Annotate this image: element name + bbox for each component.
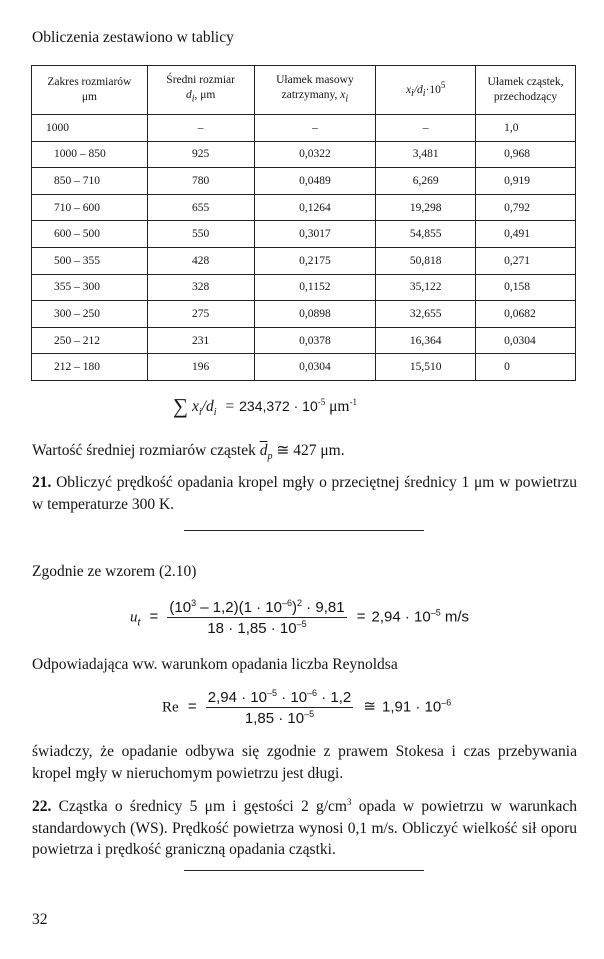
cell-mass-fraction: 0,0898 <box>254 301 376 328</box>
table-row <box>32 247 576 274</box>
cell-mass-fraction: 0,0378 <box>254 327 376 354</box>
table-row <box>32 327 576 354</box>
cell-size-range: 710 – 600 <box>32 194 148 221</box>
table-header-row <box>32 66 576 115</box>
problem-21-number: 21. <box>32 474 52 491</box>
settling-velocity-equation: $u_t$ = $\frac{(10^3 - 1,2)(1 \cdot 10^{-6})^2 \cdot 9,81}{18 \cdot 1,85 \cdot 10^{-5}}$ = $2,94 \cdot 10^{-5}$ m/s <box>130 598 470 637</box>
cell-mass-fraction: 0,1264 <box>254 194 376 221</box>
cell-size-range: 250 – 212 <box>32 327 148 354</box>
cell-mean-size: 275 <box>147 301 254 328</box>
cell-size-range: 1000 – 850 <box>32 141 148 168</box>
header-mean-size: Średni rozmiar $d_i$, μm <box>147 66 254 115</box>
cell-passing-fraction: 0,491 <box>476 221 576 248</box>
cell-passing-fraction: 0 <box>476 354 576 381</box>
table-row <box>32 168 576 195</box>
cell-passing-fraction: 0,271 <box>476 247 576 274</box>
cell-size-range: 355 – 300 <box>32 274 148 301</box>
cell-mass-fraction: 0,3017 <box>254 221 376 248</box>
cell-size-range: 850 – 710 <box>32 168 148 195</box>
table-row <box>32 274 576 301</box>
cell-mean-size: 655 <box>147 194 254 221</box>
cell-mean-size: 925 <box>147 141 254 168</box>
cell-mean-size: 328 <box>147 274 254 301</box>
cell-passing-fraction: 1,0 <box>476 115 576 142</box>
table-row <box>32 354 576 381</box>
cell-mass-fraction: 0,0322 <box>254 141 376 168</box>
cell-size-range: 500 – 355 <box>32 247 148 274</box>
divider-2 <box>184 870 424 871</box>
cell-mass-fraction: 0,0489 <box>254 168 376 195</box>
cell-mean-size: 231 <box>147 327 254 354</box>
conclusion-text: świadczy, że opadanie odbywa się zgodnie z prawem Stokesa i czas przebywania kropel mgły w nieruchomym powietrzu jest długi. <box>32 743 577 782</box>
header-passing-fraction: Ułamek cząstek, przechodzący <box>476 66 576 115</box>
cell-ratio: – <box>376 115 476 142</box>
cell-mean-size: 196 <box>147 354 254 381</box>
velocity-fraction: $\frac{(10^3 - 1,2)(1 \cdot 10^{-6})^2 \cdot 9,81}{18 \cdot 1,85 \cdot 10^{-5}}$ <box>169 598 345 637</box>
cell-passing-fraction: 0,0682 <box>476 301 576 328</box>
intro-text: Obliczenia zestawiono w tablicy <box>32 29 234 46</box>
cell-passing-fraction: 0,919 <box>476 168 576 195</box>
cell-ratio: 35,122 <box>376 274 476 301</box>
table-row <box>32 194 576 221</box>
mean-size-text: Wartość średniej rozmiarów cząstek $\overline{d}_p$ ≅ 427 μm. <box>32 442 345 463</box>
cell-ratio: 16,364 <box>376 327 476 354</box>
problem-22: 22. Cząstka o średnicy 5 μm i gęstości 2 $g/cm^3$ opada w powietrzu w warunkach standardowych (WS). Prędkość powietrza wynosi 0,1 m/s. Obliczyć wielkość sił oporu powietrza i prędkość graniczną opadania cząstki. <box>32 797 578 859</box>
reynolds-intro: Odpowiadająca ww. warunkom opadania liczba Reynoldsa <box>32 656 398 673</box>
cell-ratio: 6,269 <box>376 168 476 195</box>
cell-mean-size: 550 <box>147 221 254 248</box>
header-size-range: Zakres rozmiarów μm <box>32 66 148 115</box>
cell-mass-fraction: – <box>254 115 376 142</box>
header-mass-fraction: Ułamek masowy zatrzymany, $x_i$ <box>254 66 376 115</box>
formula-intro: Zgodnie ze wzorem (2.10) <box>32 563 197 580</box>
cell-ratio: 32,655 <box>376 301 476 328</box>
cell-ratio: 3,481 <box>376 141 476 168</box>
particle-size-table <box>31 65 576 381</box>
cell-ratio: 15,510 <box>376 354 476 381</box>
reynolds-fraction: $\frac{2,94 \cdot 10^{-5} \cdot 10^{-6} \cdot 1,2}{1,85 \cdot 10^{-5}}$ <box>207 688 352 727</box>
header-ratio: $x_i/d_i\cdot 10^5$ <box>376 66 476 115</box>
table-row <box>32 301 576 328</box>
cell-ratio: 50,818 <box>376 247 476 274</box>
table-row <box>32 141 576 168</box>
cell-passing-fraction: 0,968 <box>476 141 576 168</box>
cell-mean-size: 780 <box>147 168 254 195</box>
cell-size-range: 1000 <box>32 115 148 142</box>
reynolds-equation: Re = $\frac{2,94 \cdot 10^{-5} \cdot 10^{-6} \cdot 1,2}{1,85 \cdot 10^{-5}}$ ≅ $1,91 \cdot 10^{-6}$ <box>162 688 452 727</box>
cell-mass-fraction: 0,2175 <box>254 247 376 274</box>
cell-mean-size: – <box>147 115 254 142</box>
cell-size-range: 600 – 500 <box>32 221 148 248</box>
cell-passing-fraction: 0,158 <box>476 274 576 301</box>
cell-ratio: 19,298 <box>376 194 476 221</box>
cell-mean-size: 428 <box>147 247 254 274</box>
sum-formula: ∑ $x_i/d_i = 234,372 \cdot 10^{-5}$ $\mu m^{-1}$ <box>173 394 357 419</box>
cell-passing-fraction: 0,0304 <box>476 327 576 354</box>
cell-mass-fraction: 0,0304 <box>254 354 376 381</box>
cell-passing-fraction: 0,792 <box>476 194 576 221</box>
problem-21: 21. Obliczyć prędkość opadania kropel mgły o przeciętnej średnicy 1 μm w powietrzu w temperaturze 300 K. <box>32 474 577 513</box>
cell-mass-fraction: 0,1152 <box>254 274 376 301</box>
problem-22-number: 22. <box>32 798 52 816</box>
cell-size-range: 300 – 250 <box>32 301 148 328</box>
cell-ratio: 54,855 <box>376 221 476 248</box>
page-number: 32 <box>32 911 48 928</box>
table-row <box>32 115 576 142</box>
cell-size-range: 212 – 180 <box>32 354 148 381</box>
divider-1 <box>184 530 424 531</box>
table-row <box>32 221 576 248</box>
